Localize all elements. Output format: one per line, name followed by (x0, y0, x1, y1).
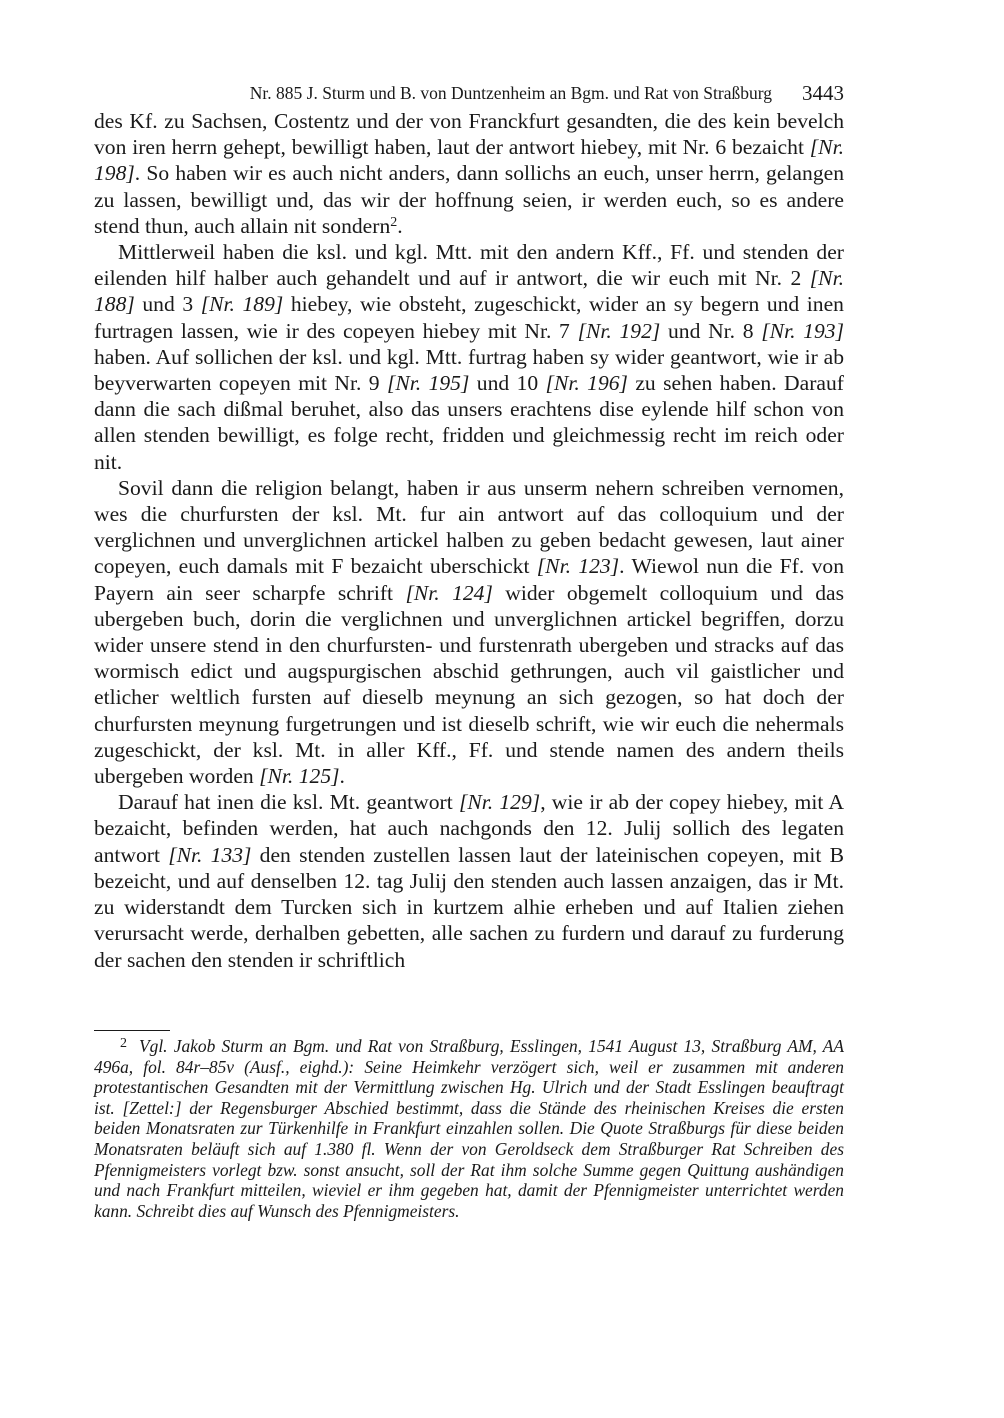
page-number: 3443 (802, 81, 844, 105)
running-head (94, 78, 844, 108)
text-run: den stenden zustellen lassen laut der lateinischen copeyen, mit B bezeicht, und auf denselben 12. tag Julij den stenden auch lassen anzaigen, das ir Mt. zu widerstandt dem Turcken sich in kurtzem alhie erheben und auf Italien ziehen verursacht werde, derhalben gebetten, alle sachen zu furdern und darauf zu furderung der sachen den stenden ir schriftlich (94, 842, 844, 972)
text-run: zu sehen haben. Darauf dann die sach dißmal beruhet, also das unsers erachtens dise eylende hilf schon von allen stenden bewilligt, es folge recht, fridden und gleichmessig recht im reich oder nit. (94, 371, 844, 474)
footnote-text: Vgl. Jakob Sturm an Bgm. und Rat von Straßburg, Esslingen, 1541 August 13, Straßburg AM, AA 496a, fol. 84r–85v (Ausf., eighd.): Seine Heimkehr verzögert sich, weil er zusammen mit anderen protestantischen Gesandten mit der Vermittlung zwischen Hg. Ulrich und der Stadt Esslingen beauftragt ist. [Zettel:] der Regensburger Abschied bestimmt, dass die Stände des rheinischen Kreises die ersten beiden Monatsraten zur Türkenhilfe in Frankfurt einzahlen sollen. Die Quote Straßburgs für diese beiden Monatsraten beläuft sich auf 1.380 fl. Wenn der von Geroldseck dem Straßburger Rat Schreiben des Pfennigmeisters vorlegt bzw. sonst ansucht, soll der Rat ihm solche Summe gegen Quittung aushändigen und nach Frankfurt mitteilen, wieviel er ihm gegeben hat, damit der Pfennigmeister unterrichtet werden kann. Schreibt dies auf Wunsch des Pfennigmeisters. (94, 1036, 844, 1221)
text-run: und Nr. 8 (660, 318, 762, 343)
running-title: Nr. 885 J. Sturm und B. von Duntzenheim an Bgm. und Rat von Straßburg (249, 83, 772, 103)
document-reference: [Nr. 189] (200, 292, 284, 317)
text-run: des Kf. zu Sachsen, Costentz und der von Franckfurt gesandten, die des kein bevelch von iren herrn gehept, bewilligt haben, laut der antwort hiebey, mit Nr. 6 bezaicht (94, 109, 844, 160)
document-reference: [Nr. 192] (577, 318, 661, 343)
document-reference: [Nr. 129] (458, 790, 541, 815)
footnote-marker[interactable]: 2 (390, 214, 398, 230)
text-run: . (339, 764, 345, 789)
text-run: Darauf hat inen die ksl. Mt. geantwort (118, 790, 459, 815)
paragraph-1 (94, 108, 844, 239)
document-reference: [Nr. 193] (761, 318, 844, 343)
text-run: Mittlerweil haben die ksl. und kgl. Mtt. mit den andern Kff., Ff. und stenden der eilenden hilf halber auch gehandelt und auf ir antwort, die wir euch mit Nr. 2 (94, 240, 844, 291)
paragraph-2 (94, 239, 844, 475)
paragraph-3 (94, 475, 844, 789)
document-reference: [Nr. 198] (94, 135, 844, 186)
paragraph-4 (94, 789, 844, 972)
document-reference: [Nr. 123] (536, 554, 620, 579)
document-reference: [Nr. 195] (386, 371, 470, 396)
document-reference: [Nr. 196] (545, 371, 628, 396)
text-run: und 10 (469, 371, 546, 396)
text-run: , wie ir ab der copey hiebey, mit A bezaicht, befinden werden, hat auch nachgonds den 12. Julij sollich des legaten antwort (94, 790, 844, 867)
footnote-number: 2 (120, 1036, 127, 1051)
text-run: wider obgemelt colloquium und das ubergeben buch, dorin die verglichnen und unverglichnen artickel begriffen, dorzu wider unsere stend in den churfursten- und furstenrath ubergeben und stracks auf das wormisch edict und augspurgischen abschid gethrungen, auch vil gaistlicher und etlicher weltlich fursten auf dieselb meynung an sich gezogen, so hat doch der churfursten meynung furgetrungen und ist dieselb schrift, wie wir euch die nehermals zugeschickt, der ksl. Mt. in aller Kff., Ff. und stende namen des andern theils ubergeben worden (94, 580, 844, 789)
document-reference: [Nr. 188] (94, 266, 844, 317)
text-run: und 3 (134, 292, 201, 317)
text-run: haben. Auf sollichen der ksl. und kgl. Mtt. furtrag haben sy wider geantwort, wie ir ab beyverwarten copeyen mit Nr. 9 (94, 344, 844, 396)
text-run: Sovil dann die religion belangt, haben ir aus unserm nehern schreiben vernomen, wes die churfursten der ksl. Mt. fur ain antwort auf das colloquium und der verglichnen und unverglichnen artickel halben zu geben bedacht gewesen, laut ainer copeyen, euch damals mit F bezaicht uberschickt (94, 475, 844, 579)
text-run: . (397, 213, 403, 238)
text-run: hiebey, wie obsteht, zugeschickt, wider an sy begern und inen furtragen lassen, wie ir des copeyen hiebey mit Nr. 7 (94, 292, 844, 343)
body-text (94, 108, 844, 973)
text-run: . Wiewol nun die Ff. von Payern ain seer scharpfe schrift (94, 554, 844, 605)
document-reference: [Nr. 124] (405, 580, 493, 605)
text-run: . So haben wir es auch nicht anders, dann sollichs an euch, unser herrn, gelangen zu lassen, bewilligt und, das wir der hoffnung seien, ir werden euch, so es andere stend thun, auch allain nit sondern (94, 161, 844, 238)
footnote (94, 1036, 844, 1221)
document-reference: [Nr. 133] (168, 842, 252, 867)
document-reference: [Nr. 125] (259, 764, 340, 789)
document-page (94, 78, 844, 1221)
footnote-rule (94, 1030, 170, 1031)
